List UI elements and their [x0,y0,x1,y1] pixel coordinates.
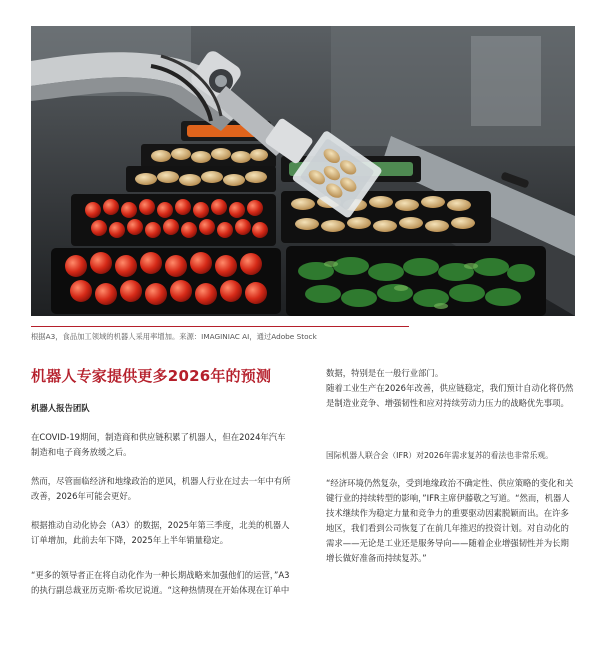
body-paragraph: “经济环境仍然复杂，受到地缘政治不确定性、供应策略的变化和关键行业的持续转型的影响，”IFR主席伊藤敬之写道。“然而，机器人技术继续作为稳定力量和竞争力的重要驱动因素脱颖而出。在许多地区，我们看到公司恢复了在前几年推迟的投资计划。对自动化的需求——无论是工业还是服务导向——随着企业增强韧性并为长期增长做好准备而持续复苏。” [326,478,574,563]
body-paragraph: 数据，特别是在一般行业部门。 [326,368,444,378]
article-left-column [31,366,293,598]
caption-divider [31,326,409,327]
body-paragraph: 国际机器人联合会（IFR）对2026年需求复苏的看法也非常乐观。 [326,451,553,460]
body-paragraph: 然而，尽管面临经济和地缘政治的逆风，机器人行业在过去一年中有所改善，2026年可能会更好。 [31,476,291,501]
body-paragraph: 随着工业生产在2026年改善，供应链稳定，我们预计自动化将仍然是制造业竞争、增强韧性和应对持续劳动力压力的战略优先事项。 [326,383,574,408]
hero-photo [31,26,575,316]
article-right-column [326,366,576,566]
photo-caption: 根据A3，食品加工领域的机器人采用率增加。来源：IMAGINIAC AI，通过Adobe Stock [31,332,317,341]
body-paragraph: 根据推动自动化协会（A3）的数据，2025年第三季度，北美的机器人订单增加，此前去年下降，2025年上半年销量稳定。 [31,520,290,545]
robot-food-packing-illustration [31,26,575,316]
article-byline: 机器人报告团队 [31,403,90,413]
body-paragraph: 在COVID-19期间，制造商和供应链积累了机器人，但在2024年汽车制造和电子商务放缓之后。 [31,432,286,457]
article-headline: 机器人专家提供更多2026年的预测 [31,367,272,385]
body-paragraph: “更多的领导者正在将自动化作为一种长期战略来加强他们的运营，”A3的执行副总裁亚历克斯·希坎尼说道。“这种热情现在开始体现在订单中 [31,570,290,595]
